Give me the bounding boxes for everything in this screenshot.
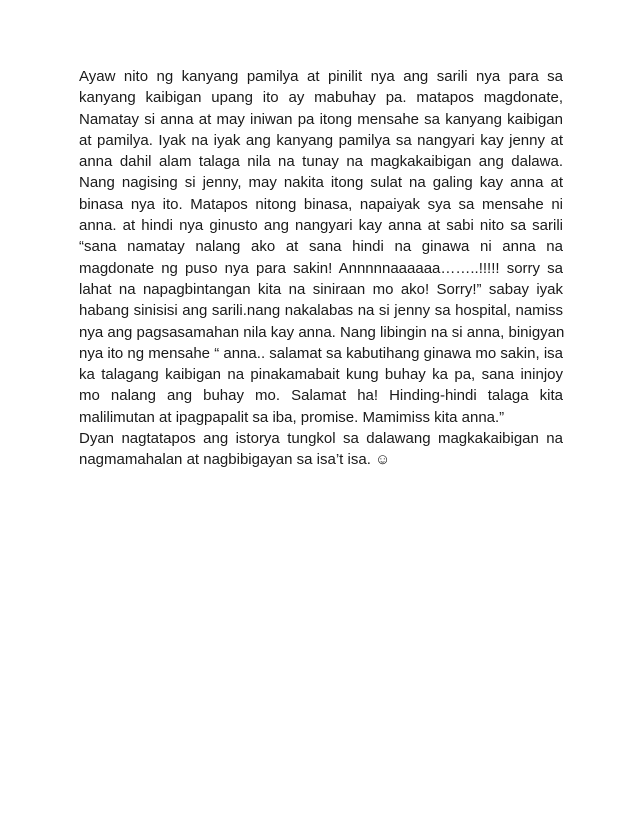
- text-line: lahat na napagbintangan kita na siniraan mo ako! Sorry!” sabay iyak: [79, 280, 563, 298]
- story-text: [79, 66, 563, 471]
- text-line: binasa nya ito. Matapos nitong binasa, napaiyak sya sa mensahe ni: [79, 195, 563, 213]
- story-paragraph-1: [79, 66, 563, 428]
- text-line: magdonate ng puso nya para sakin! Annnnnaaaaaa……..!!!!! sorry sa: [79, 259, 563, 277]
- text-line: Nang nagising si jenny, may nakita itong sulat na galing kay anna at: [79, 174, 563, 192]
- text-line: nya ang pagsasamahan nila kay anna. Nang libingin na si anna, binigyan: [79, 323, 565, 341]
- text-line: nya ito ng mensahe “ anna.. salamat sa kabutihang ginawa mo sakin, isa: [79, 344, 563, 362]
- text-line: mo nalang ang buhay mo. Salamat ha! Hinding-hindi talaga kita: [79, 387, 563, 405]
- text-line: nagmamahalan at nagbibigayan sa isa’t isa. ☺: [79, 451, 391, 469]
- text-line: anna. at hindi nya ginusto ang nangyari kay anna at sabi nito sa sarili: [79, 217, 563, 235]
- text-line: Dyan nagtatapos ang istorya tungkol sa dalawang magkakaibigan na: [79, 430, 563, 448]
- text-line: at pamilya. Iyak na iyak ang kanyang pamilya sa nangyari kay jenny at: [79, 131, 563, 149]
- story-paragraph-2: [79, 428, 563, 471]
- text-line: malilimutan at ipagpapalit sa iba, promise. Mamimiss kita anna.”: [79, 408, 505, 426]
- text-line: “sana namatay nalang ako at sana hindi na ginawa ni anna na: [79, 238, 563, 256]
- text-line: Namatay si anna at may iniwan pa itong mensahe sa kanyang kaibigan: [79, 110, 563, 128]
- text-line: ka talagang kaibigan na pinakamabait kung buhay ka pa, sana ininjoy: [79, 366, 563, 384]
- text-line: kanyang kaibigan upang ito ay mabuhay pa. matapos magdonate,: [79, 89, 563, 107]
- text-line: habang sinisisi ang sarili.nang nakalabas na si jenny sa hospital, namiss: [79, 302, 563, 320]
- text-line: anna dahil alam talaga nila na tunay na magkakaibigan ang dalawa.: [79, 153, 563, 171]
- text-line: Ayaw nito ng kanyang pamilya at pinilit nya ang sarili nya para sa: [79, 68, 563, 85]
